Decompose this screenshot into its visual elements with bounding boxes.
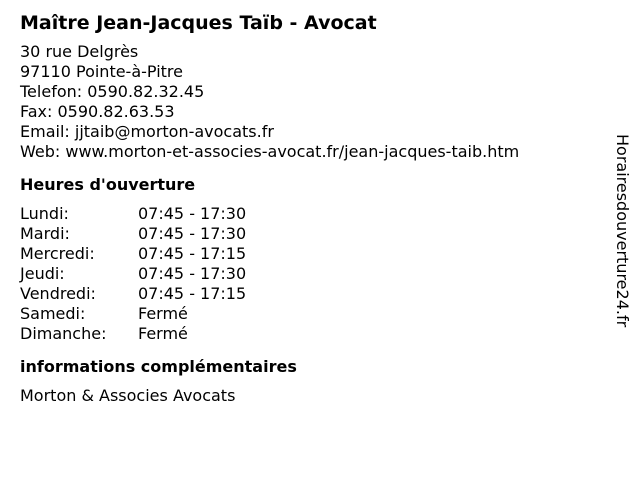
hours-time: 07:45 - 17:15	[138, 284, 247, 303]
info-text: Morton & Associes Avocats	[20, 386, 236, 405]
address-city: 97110 Pointe-à-Pitre	[20, 62, 183, 81]
hours-row-thursday	[20, 264, 600, 284]
phone-number: Telefon: 0590.82.32.45	[20, 82, 205, 101]
hours-row-tuesday	[20, 224, 600, 244]
hours-row-monday	[20, 204, 600, 224]
hours-row-saturday	[20, 304, 600, 324]
hours-day: Samedi:	[20, 304, 86, 323]
business-title: Maître Jean-Jacques Taïb - Avocat	[20, 12, 377, 34]
hours-day: Jeudi:	[20, 264, 65, 283]
hours-table	[20, 204, 600, 344]
hours-time: Fermé	[138, 324, 188, 343]
hours-row-friday	[20, 284, 600, 304]
address-street: 30 rue Delgrès	[20, 42, 139, 61]
hours-row-wednesday	[20, 244, 600, 264]
website-url: Web: www.morton-et-associes-avocat.fr/jean-jacques-taib.htm	[20, 142, 520, 161]
hours-time: 07:45 - 17:30	[138, 264, 247, 283]
info-heading: informations complémentaires	[20, 357, 297, 376]
fax-number: Fax: 0590.82.63.53	[20, 102, 175, 121]
hours-heading: Heures d'ouverture	[20, 175, 196, 194]
email-address: Email: jjtaib@morton-avocats.fr	[20, 122, 274, 141]
hours-day: Mercredi:	[20, 244, 95, 263]
hours-day: Lundi:	[20, 204, 69, 223]
hours-day: Vendredi:	[20, 284, 96, 303]
hours-time: 07:45 - 17:30	[138, 224, 247, 243]
hours-row-sunday	[20, 324, 600, 344]
hours-day: Mardi:	[20, 224, 70, 243]
hours-time: Fermé	[138, 304, 188, 323]
site-watermark: Horairesdouverture24.fr	[613, 134, 632, 328]
hours-time: 07:45 - 17:15	[138, 244, 247, 263]
business-card	[20, 10, 600, 406]
hours-day: Dimanche:	[20, 324, 107, 343]
hours-time: 07:45 - 17:30	[138, 204, 247, 223]
